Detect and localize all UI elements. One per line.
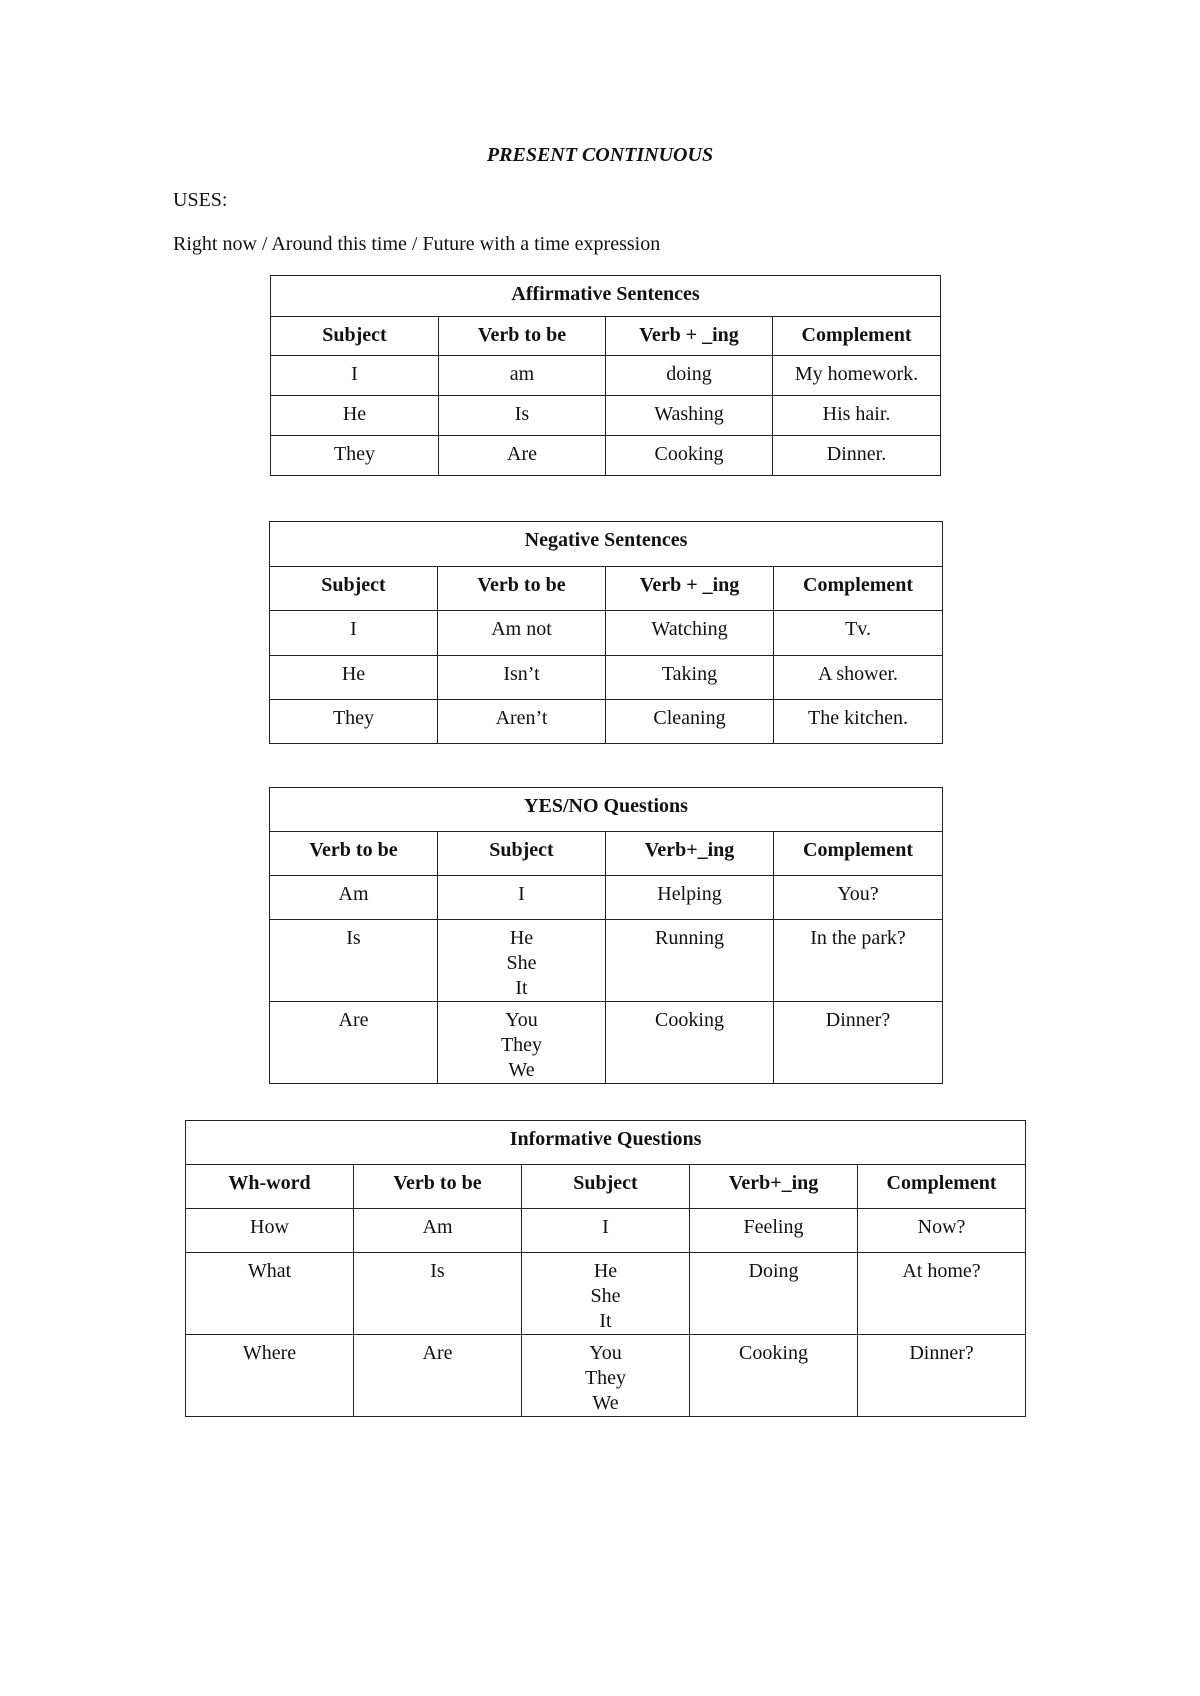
column-header: Subject	[522, 1165, 690, 1209]
table-cell: A shower.	[774, 656, 943, 700]
table-cell: doing	[606, 356, 773, 396]
table-cell	[438, 1002, 606, 1084]
column-header: Complement	[773, 317, 941, 356]
table-row	[270, 700, 943, 744]
table-cell: Are	[270, 1002, 438, 1084]
table-cell: What	[186, 1253, 354, 1335]
table-cell: They	[271, 436, 439, 476]
page-title: PRESENT CONTINUOUS	[486, 144, 714, 166]
table-caption: Affirmative Sentences	[271, 276, 941, 317]
table-cell: Helping	[606, 876, 774, 920]
cell-line: They	[500, 1034, 543, 1056]
table-row	[270, 656, 943, 700]
column-header: Complement	[858, 1165, 1026, 1209]
table-row	[186, 1253, 1026, 1335]
table-cell: Cooking	[606, 1002, 774, 1084]
cell-line: It	[599, 1310, 612, 1332]
table-cell: Dinner?	[774, 1002, 943, 1084]
cell-line: She	[506, 952, 537, 974]
table-cell: Cooking	[606, 436, 773, 476]
table-cell: Is	[270, 920, 438, 1002]
column-header: Wh-word	[186, 1165, 354, 1209]
table-row	[186, 1209, 1026, 1253]
table-cell	[438, 920, 606, 1002]
column-header: Verb+_ing	[690, 1165, 858, 1209]
table-cell: Tv.	[774, 611, 943, 656]
table-row	[271, 436, 941, 476]
column-header: Verb to be	[354, 1165, 522, 1209]
table-cell: Feeling	[690, 1209, 858, 1253]
column-header: Subject	[438, 832, 606, 876]
column-header: Verb + _ing	[606, 317, 773, 356]
table-row	[270, 1002, 943, 1084]
table-row	[271, 396, 941, 436]
table-cell: am	[439, 356, 606, 396]
table-cell: Washing	[606, 396, 773, 436]
table-cell: Dinner?	[858, 1335, 1026, 1417]
table-cell: Running	[606, 920, 774, 1002]
table-cell: They	[270, 700, 438, 744]
uses-label: USES:	[173, 189, 228, 211]
cell-line: You	[589, 1342, 622, 1364]
column-header: Subject	[271, 317, 439, 356]
table-row	[271, 356, 941, 396]
table-cell: Cooking	[690, 1335, 858, 1417]
table-cell: In the park?	[774, 920, 943, 1002]
table-cell: He	[270, 656, 438, 700]
table-caption: Negative Sentences	[270, 522, 943, 567]
affirmative-table	[270, 275, 941, 476]
cell-line: You	[505, 1009, 538, 1031]
column-header: Complement	[774, 567, 943, 611]
table-cell: He	[271, 396, 439, 436]
column-header: Verb + _ing	[606, 567, 774, 611]
cell-line: She	[590, 1285, 621, 1307]
table-cell	[522, 1253, 690, 1335]
table-cell: Taking	[606, 656, 774, 700]
table-cell: I	[270, 611, 438, 656]
table-cell: Is	[354, 1253, 522, 1335]
column-header: Subject	[270, 567, 438, 611]
column-header: Verb+_ing	[606, 832, 774, 876]
cell-line: It	[515, 977, 528, 999]
table-row	[270, 876, 943, 920]
negative-table	[269, 521, 943, 744]
yes-no-questions-table	[269, 787, 943, 1084]
table-caption: Informative Questions	[186, 1121, 1026, 1165]
cell-line: We	[508, 1059, 535, 1081]
table-cell: Aren’t	[438, 700, 606, 744]
table-row	[270, 920, 943, 1002]
table-cell: Are	[354, 1335, 522, 1417]
table-cell: Am not	[438, 611, 606, 656]
cell-line: We	[592, 1392, 619, 1414]
table-cell	[522, 1335, 690, 1417]
table-cell: I	[522, 1209, 690, 1253]
table-cell: How	[186, 1209, 354, 1253]
table-cell: Now?	[858, 1209, 1026, 1253]
column-header: Complement	[774, 832, 943, 876]
table-row	[270, 611, 943, 656]
informative-questions-table	[185, 1120, 1026, 1417]
table-cell: The kitchen.	[774, 700, 943, 744]
table-cell: Are	[439, 436, 606, 476]
cell-line: They	[584, 1367, 627, 1389]
table-cell: Dinner.	[773, 436, 941, 476]
table-row	[186, 1335, 1026, 1417]
table-caption: YES/NO Questions	[270, 788, 943, 832]
column-header: Verb to be	[270, 832, 438, 876]
cell-line: He	[509, 927, 534, 949]
table-cell: Watching	[606, 611, 774, 656]
table-cell: You?	[774, 876, 943, 920]
cell-line: He	[593, 1260, 618, 1282]
table-cell: Am	[270, 876, 438, 920]
table-cell: His hair.	[773, 396, 941, 436]
table-cell: My homework.	[773, 356, 941, 396]
table-cell: Doing	[690, 1253, 858, 1335]
column-header: Verb to be	[439, 317, 606, 356]
table-cell: Isn’t	[438, 656, 606, 700]
uses-description: Right now / Around this time / Future with a time expression	[173, 233, 661, 255]
column-header: Verb to be	[438, 567, 606, 611]
table-cell: Where	[186, 1335, 354, 1417]
table-cell: I	[438, 876, 606, 920]
table-cell: I	[271, 356, 439, 396]
table-cell: Is	[439, 396, 606, 436]
table-cell: Am	[354, 1209, 522, 1253]
table-cell: Cleaning	[606, 700, 774, 744]
table-cell: At home?	[858, 1253, 1026, 1335]
